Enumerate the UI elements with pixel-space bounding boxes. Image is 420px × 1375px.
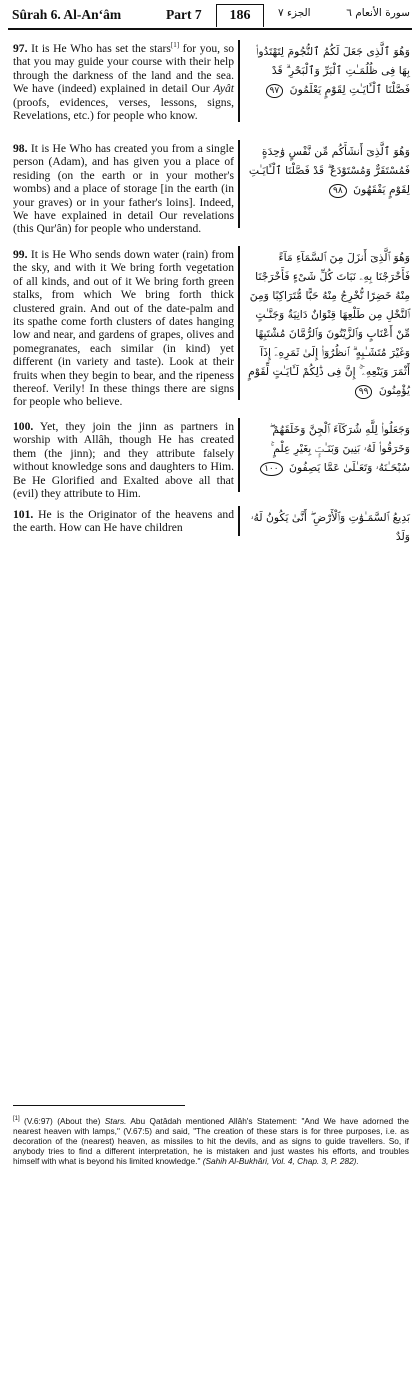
verse-number: 99. [13, 248, 28, 261]
page-number: 186 [216, 4, 264, 27]
verse-100-translation [13, 420, 234, 500]
footnote-marker: [1] [13, 1116, 20, 1122]
verse-term: Ayât [213, 82, 234, 96]
verse-text: It is He Who sends down water (rain) from the sky, and with it We bring forth vegetation of all kinds, and out of it We bring forth green stalks, from which We bring forth thick clustered grain. And out of the date-palm and its spathe come forth clusters of dates hanging low and near, and gardens of grapes, olives and pomegranates, each similar (in kind) yet different (in variety and taste). Look at their fruits when they begin to bear, and the ripeness thereof. Verily! In these things there are signs for people who believe. [13, 248, 234, 409]
column-divider [238, 246, 240, 400]
ayah-number-mark: ١٠٠ [260, 462, 283, 476]
ayah-number-mark: ٩٧ [266, 84, 284, 98]
footnote: [1] (V.6:97) (About the) Stars. Abu Qatâdah mentioned Allâh's Statement: "And We have adorned the nearest heaven with lamps," (V.67:5) and said, "The creation of these stars is for three purposes, i.e. as decoration of the (nearest) heaven, as missiles to hit the devils, and as signs to guide travellers. So, if anybody tries to find a different interpretation, he is mistaken and just wastes his efforts, and troubles himself with what is beyond his limited knowledge." (Sahih Al-Bukhâri, Vol. 4, Chap. 3, P. 282). [13, 1115, 410, 1166]
verse-text: It is He Who has created you from a single person (Adam), and has given you a place of residing (on the earth or in your mother's wombs) and a place of storage [in the earth (in your graves) or in your father's loins]. Indeed, We have explained in detail Our revelations (this Qur'ân) for people who understand. [13, 142, 234, 236]
verse-text: Yet, they join the jinn as partners in worship with Allâh, though He has created them (the jinn); and they attribute falsely without knowledge sons and daughters to Him. Be He Glorified and Exalted above all that (evil) they attribute to Him. [13, 420, 234, 501]
verse-97-arabic: وَهُوَ ٱلَّذِى جَعَلَ لَكُمُ ٱلنُّجُومَ لِتَهْتَدُوا۟ بِهَا فِى ظُلُمَـٰتِ ٱلْبَرِّ وَٱلْبَحْرِ ۗ قَدْ فَصَّلْنَا ٱلْـَٔايَـٰتِ لِقَوْمٍ يَعْلَمُونَ ٩٧ [255, 45, 410, 96]
verse-99-translation [13, 248, 234, 409]
verse-99-arabic: وَهُوَ ٱلَّذِىٓ أَنزَلَ مِنَ ٱلسَّمَآءِ مَآءً فَأَخْرَجْنَا بِهِۦ نَبَاتَ كُلِّ شَىْءٍ فَأَخْرَجْنَا مِنْهُ خَضِرًا نُّخْرِجُ مِنْهُ حَبًّا مُّتَرَاكِبًا وَمِنَ ٱلنَّخْلِ مِن طَلْعِهَا قِنْوَانٌ دَانِيَةٌ وَجَنَّـٰتٍ مِّنْ أَعْنَابٍ وَٱلزَّيْتُونَ وَٱلرُّمَّانَ مُشْتَبِهًا وَغَيْرَ مُتَشَـٰبِهٍ ۗ ٱنظُرُوٓا۟ إِلَىٰ ثَمَرِهِۦٓ إِذَآ أَثْمَرَ وَيَنْعِهِۦٓ ۚ إِنَّ فِى ذَٰلِكُمْ لَـَٔايَـٰتٍ لِّقَوْمٍ يُؤْمِنُونَ ٩٩ [248, 251, 410, 397]
column-divider [238, 506, 240, 536]
verse-text: (proofs, evidences, verses, lessons, signs, Revelations, etc.) for people who know. [13, 95, 234, 123]
verse-text: It is He Who has set the stars [27, 42, 171, 55]
column-divider [238, 418, 240, 492]
verse-101-arabic: بَدِيعُ ٱلسَّمَـٰوَٰتِ وَٱلْأَرْضِ ۖ أَنَّىٰ يَكُونُ لَهُۥ وَلَدٌ [250, 511, 410, 543]
column-divider [238, 140, 240, 228]
surah-title: Sûrah 6. Al-An‘âm [12, 7, 122, 22]
verse-number: 97. [13, 42, 28, 55]
verse-98-translation [13, 142, 234, 236]
footnote-source: (Sahih Al-Bukhâri, Vol. 4, Chap. 3, P. 282). [202, 1155, 359, 1166]
verse-text: for you, so that you may guide your course with their help through the darkness of the land and the sea. We have (indeed) explained in detail Our [13, 42, 234, 96]
part-label: Part 7 [166, 7, 202, 22]
verse-98-arabic: وَهُوَ ٱلَّذِىٓ أَنشَأَكُم مِّن نَّفْسٍ وَٰحِدَةٍ فَمُسْتَقَرٌّ وَمُسْتَوْدَعٌ ۗ قَدْ فَصَّلْنَا ٱلْـَٔايَـٰتِ لِقَوْمٍ يَفْقَهُونَ ٩٨ [248, 145, 410, 196]
verse-97-translation [13, 42, 234, 122]
column-divider [238, 40, 240, 122]
verse-text: He is the Originator of the heavens and the earth. How can He have children [13, 508, 234, 535]
footnote-reference[interactable]: [1] [170, 41, 180, 50]
arabic-juz-label: الجزء ٧ [278, 7, 311, 19]
ayah-number-mark: ٩٩ [355, 385, 373, 399]
verse-number: 101. [13, 508, 34, 521]
verse-100-arabic: وَجَعَلُوا۟ لِلَّهِ شُرَكَآءَ ٱلْجِنَّ وَخَلَقَهُمْ ۖ وَخَرَقُوا۟ لَهُۥ بَنِينَ وَبَنَـٰتٍۭ بِغَيْرِ عِلْمٍ ۚ سُبْحَـٰنَهُۥ وَتَعَـٰلَىٰ عَمَّا يَصِفُونَ ١٠٠ [244, 420, 410, 477]
arabic-surah-label: سورة الأنعام ٦ [346, 7, 410, 19]
page-header [8, 4, 412, 30]
verse-number: 100. [13, 420, 34, 433]
ayah-number-mark: ٩٨ [329, 184, 347, 198]
verse-number: 98. [13, 142, 28, 155]
footnote-term: Stars. [104, 1115, 127, 1126]
verse-101-translation [13, 508, 234, 535]
footnote-rule [13, 1105, 185, 1106]
